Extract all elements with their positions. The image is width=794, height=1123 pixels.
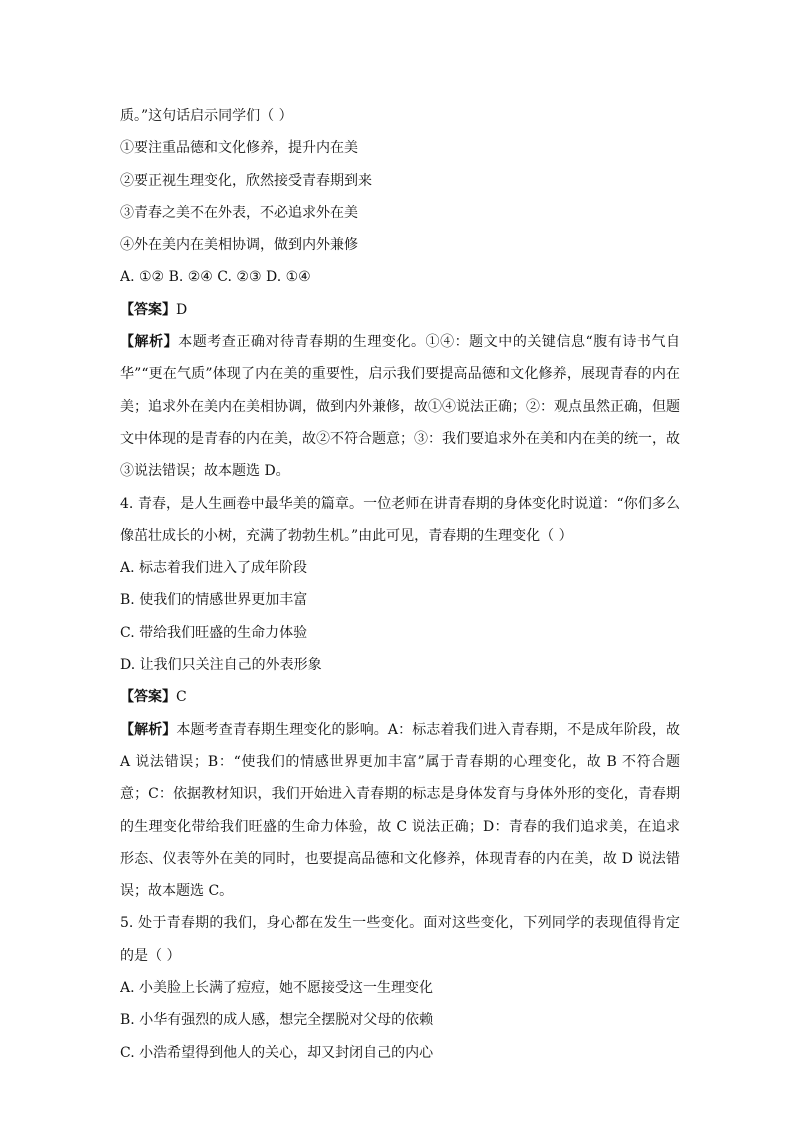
q3-answer	[120, 294, 680, 326]
q3-statement-1: ①要注重品德和文化修养，提升内在美	[120, 140, 358, 157]
q3-analysis	[120, 326, 680, 487]
q3-stem-tail: 质。”这句话启示同学们（ ）	[120, 108, 293, 124]
answer-tag: 【答案】	[120, 301, 176, 318]
q3-answer-value: D	[176, 301, 188, 318]
q3-statement-2: ②要正视生理变化，欣然接受青春期到来	[120, 172, 372, 189]
q5-option-b: B. 小华有强烈的成人感，想完全摆脱对父母的依赖	[120, 1012, 434, 1029]
q4-option-a: A. 标志着我们进入了成年阶段	[120, 560, 308, 577]
q4-analysis-text: 本题考查青春期生理变化的影响。A：标志着我们进入青春期，不是成年阶段，故 A 说法错误；B：“使我们的情感世界更加丰富”属于青春期的心理变化，故 B 不符合题意；C：依据教材知识，我们开始进入青春期的标志是身体发育与身体外形的变化，青春期的生理变化带给我们旺盛的生命力体验，故 C 说法正确；D：青春的我们追求美，在追求形态、仪表等外在美的同时，也要提高品德和文化修养，体现青春的内在美，故 D 说法错误；故本题选 C。	[120, 721, 681, 900]
q5-option-c: C. 小浩希望得到他人的关心，却又封闭自己的内心	[120, 1044, 434, 1061]
q4-stem: 4. 青春，是人生画卷中最华美的篇章。一位老师在讲青春期的身体变化时说道：“你们多么像茁壮成长的小树，充满了勃勃生机。”由此可见，青春期的生理变化（ ）	[120, 495, 680, 544]
answer-tag: 【答案】	[120, 689, 176, 706]
q4-option-b: B. 使我们的情感世界更加丰富	[120, 592, 308, 609]
q4-analysis	[120, 714, 680, 908]
q4-option-c: C. 带给我们旺盛的生命力体验	[120, 624, 308, 641]
q4-answer	[120, 681, 680, 713]
q4-answer-value: C	[176, 689, 187, 706]
q3-statement-4: ④外在美内在美相协调，做到内外兼修	[120, 237, 358, 254]
analysis-tag: 【解析】	[120, 334, 179, 351]
q3-options: A. ①② B. ②④ C. ②③ D. ①④	[120, 269, 311, 286]
q5-stem: 5. 处于青春期的我们，身心都在发生一些变化。面对这些变化，下列同学的表现值得肯定的是（ ）	[120, 915, 680, 964]
q4-option-d: D. 让我们只关注自己的外表形象	[120, 657, 322, 674]
q5-option-a: A. 小美脸上长满了痘痘，她不愿接受这一生理变化	[120, 980, 434, 997]
q3-analysis-text: 本题考查正确对待青春期的生理变化。①④：题文中的关键信息“腹有诗书气自华”“更在气质”体现了内在美的重要性，启示我们要提高品德和文化修养，展现青春的内在美；追求外在美内在美相协调，做到内外兼修，故①④说法正确；②：观点虽然正确，但题文中体现的是青春的内在美，故②不符合题意；③：我们要追求外在美和内在美的统一，故③说法错误；故本题选 D。	[120, 334, 681, 480]
analysis-tag: 【解析】	[120, 721, 177, 738]
q3-statement-3: ③青春之美不在外表，不必追求外在美	[120, 204, 358, 221]
page-content	[120, 100, 680, 1069]
